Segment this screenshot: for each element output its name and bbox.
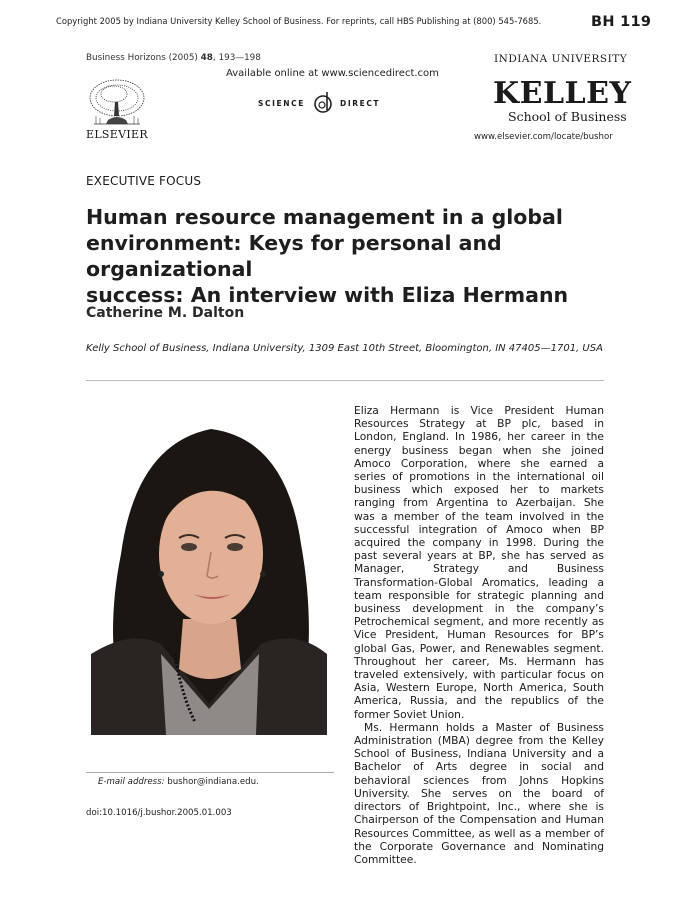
email-address[interactable]: bushor@indiana.edu. [167, 777, 259, 787]
email-footnote [98, 777, 259, 787]
doi-text: doi:10.1016/j.bushor.2005.01.003 [86, 808, 232, 818]
author-name: Catherine M. Dalton [86, 305, 245, 321]
sciencedirect-d-icon [312, 90, 334, 116]
section-label: EXECUTIVE FOCUS [86, 174, 202, 188]
header-divider [86, 380, 604, 381]
journal-volume: 48 [200, 53, 213, 63]
document-code: BH 119 [591, 14, 652, 30]
kelley-wordmark: KELLEY [493, 76, 632, 111]
sciencedirect-left-text: SCIENCE [258, 99, 305, 108]
portrait-photo [91, 404, 327, 735]
school-subtitle: School of Business [508, 109, 627, 124]
article-title [86, 204, 626, 308]
bio-text [354, 404, 604, 866]
journal-url: www.elsevier.com/locate/bushor [474, 132, 613, 142]
journal-name: Business Horizons (2005) [86, 53, 198, 63]
journal-citation [86, 53, 261, 63]
bio-paragraph: Ms. Hermann holds a Master of Business Administration (MBA) degree from the Kelley School of Business, Indiana University and a Bachelor of Arts degree in social and behavioral sciences from Johns Hopkins University. She serves on the board of directors of Brightpoint, Inc., where she is Chairperson of the Compensation and Human Resources Committee, as well as a member of the Corporate Governance and Nominating Committee. [354, 720, 604, 866]
journal-pages: , 193—198 [212, 53, 261, 63]
title-line: success: An interview with Eliza Hermann [86, 283, 569, 307]
title-line: environment: Keys for personal and organizational [86, 231, 502, 281]
available-online-text: Available online at www.sciencedirect.com [226, 68, 439, 79]
bio-paragraph: Eliza Hermann is Vice President Human Resources Strategy at BP plc, based in London, England. In 1986, her career in the energy business began when she joined Amoco Corporation, where she earned a series of promotions in the international oil business which exposed her to markets ranging from Argentina to Azerbaijan. She was a member of the team involved in the successful integration of Amoco when BP acquired the company in 1998. During the past several years at BP, she has served as Manager, Strategy and Business Transformation-Global Aromatics, leading a team responsible for strategic planning and business development in the company’s Petrochemical segment, and more recently as Vice President, Human Resources for BP’s global Gas, Power, and Renewables segment. Throughout her career, Ms. Hermann has traveled extensively, with particular focus on Asia, Western Europe, North America, South America, Russia, and the republics of the former Soviet Union. [354, 404, 604, 721]
elsevier-wordmark: ELSEVIER [86, 128, 148, 141]
sciencedirect-right-text: DIRECT [340, 99, 381, 108]
author-affiliation: Kelly School of Business, Indiana University, 1309 East 10th Street, Bloomington, IN 47405—1701, USA [86, 343, 603, 354]
copyright-notice: Copyright 2005 by Indiana University Kelley School of Business. For reprints, call HBS Publishing at (800) 545-7685. [56, 16, 542, 26]
title-line: Human resource management in a global [86, 205, 563, 229]
university-name: INDIANA UNIVERSITY [494, 53, 628, 65]
footnote-divider [86, 772, 334, 773]
email-label: E-mail address: [98, 777, 165, 787]
